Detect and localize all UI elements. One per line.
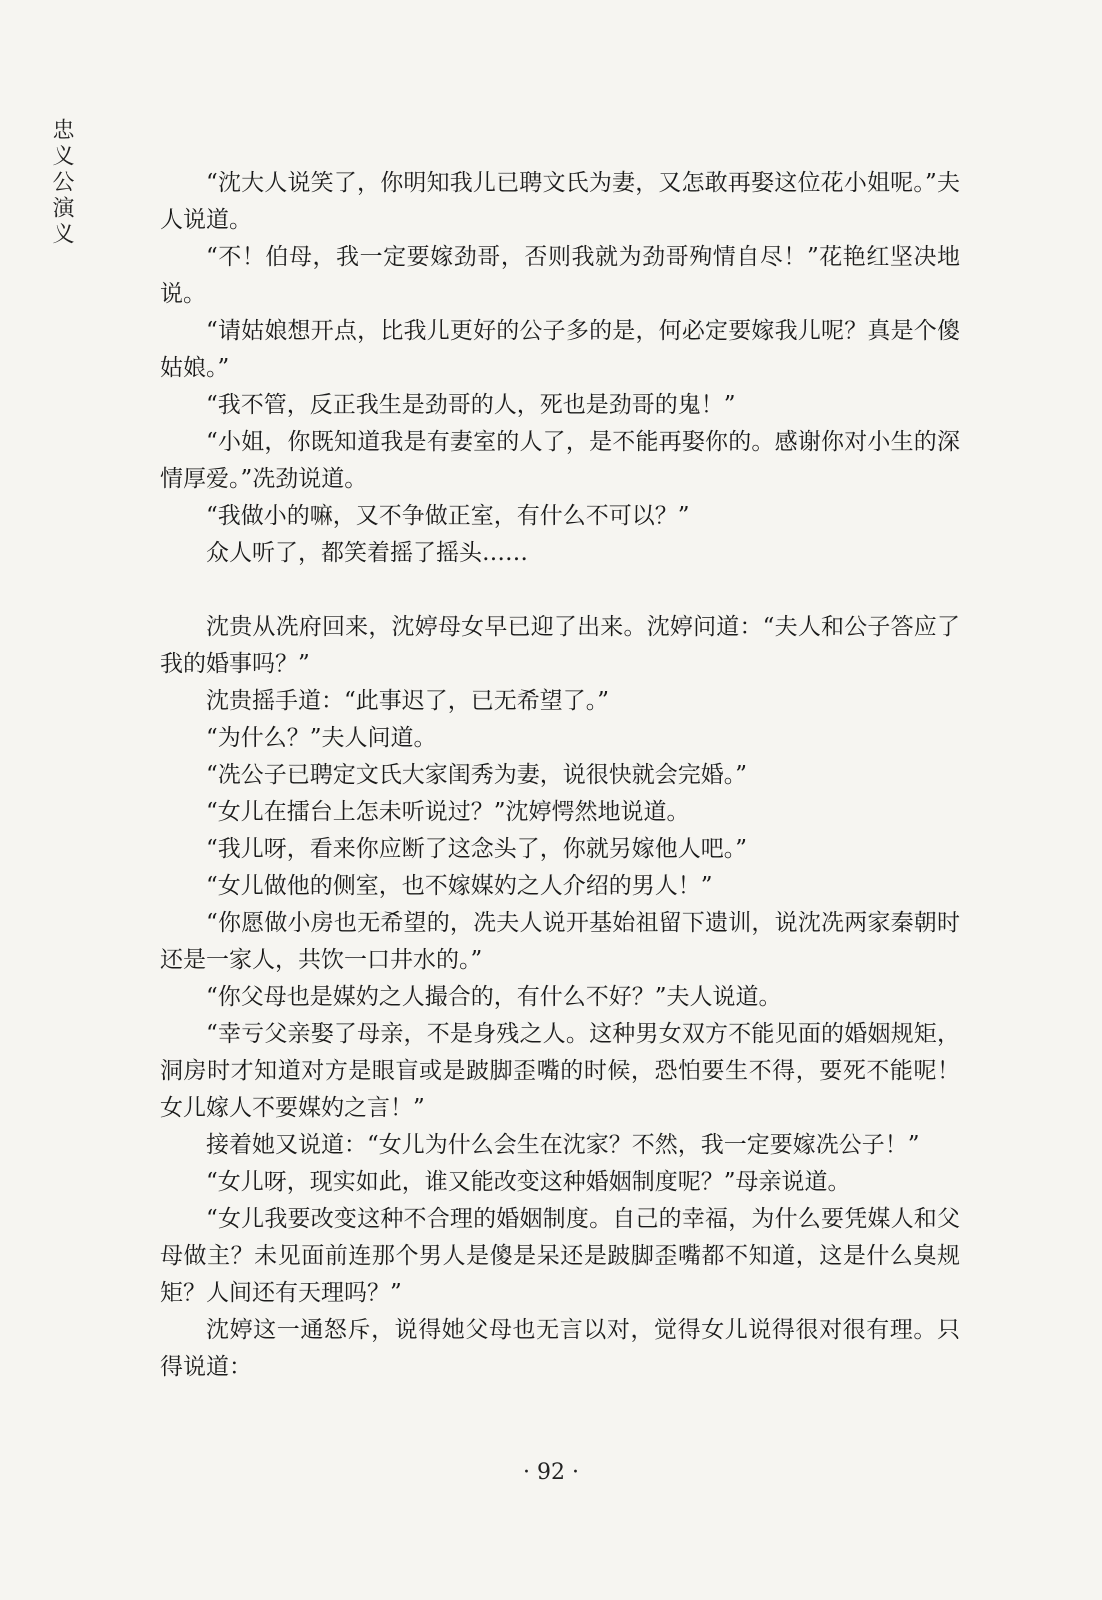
paragraph: 接着她又说道：“女儿为什么会生在沈家？不然，我一定要嫁冼公子！” [206,1132,920,1158]
paragraph: 沈贵摇手道：“此事迟了，已无希望了。” [206,688,610,714]
paragraph: 沈贵从冼府回来，沈婷母女早已迎了出来。沈婷问道：“夫人和公子答应了我的婚事吗？” [160,614,960,677]
page-number: · 92 · [523,1460,579,1485]
body-text [160,165,960,1386]
paragraph: “不！伯母，我一定要嫁劲哥，否则我就为劲哥殉情自尽！”花艳红坚决地说。 [160,244,960,307]
paragraph: “冼公子已聘定文氏大家闺秀为妻，说很快就会完婚。” [206,762,748,788]
paragraph: “女儿呀，现实如此，谁又能改变这种婚姻制度呢？”母亲说道。 [206,1169,851,1195]
paragraph: “你父母也是媒妁之人撮合的，有什么不好？”夫人说道。 [206,984,782,1010]
paragraph: “幸亏父亲娶了母亲，不是身残之人。这种男女双方不能见面的婚姻规矩，洞房时才知道对方是眼盲或是跛脚歪嘴的时候，恐怕要生不得，要死不能呢！女儿嫁人不要媒妁之言！” [160,1021,960,1121]
paragraph: “为什么？”夫人问道。 [206,725,437,751]
paragraph: “沈大人说笑了，你明知我儿已聘文氏为妻，又怎敢再娶这位花小姐呢。”夫人说道。 [160,170,960,233]
paragraph: “我不管，反正我生是劲哥的人，死也是劲哥的鬼！” [206,392,736,418]
paragraph: “我儿呀，看来你应断了这念头了，你就另嫁他人吧。” [206,836,748,862]
paragraph: “请姑娘想开点，比我儿更好的公子多的是，何必定要嫁我儿呢？真是个傻姑娘。” [160,318,960,381]
running-head: 忠义公演义 [49,118,74,248]
paragraph: 众人听了，都笑着摇了摇头…… [206,540,528,566]
paragraph: “女儿做他的侧室，也不嫁媒妁之人介绍的男人！” [206,873,713,899]
paragraph: “女儿我要改变这种不合理的婚姻制度。自己的幸福，为什么要凭媒人和父母做主？未见面前连那个男人是傻是呆还是跛脚歪嘴都不知道，这是什么臭规矩？人间还有天理吗？” [160,1206,960,1306]
paragraph: 沈婷这一通怒斥，说得她父母也无言以对，觉得女儿说得很对很有理。只得说道： [160,1317,960,1380]
section-break [160,572,960,609]
paragraph: “女儿在擂台上怎未听说过？”沈婷愕然地说道。 [206,799,690,825]
paragraph: “我做小的嘛，又不争做正室，有什么不可以？” [206,503,690,529]
paragraph: “小姐，你既知道我是有妻室的人了，是不能再娶你的。感谢你对小生的深情厚爱。”冼劲说道。 [160,429,960,492]
paragraph: “你愿做小房也无希望的，冼夫人说开基始祖留下遗训，说沈冼两家秦朝时还是一家人，共饮一口井水的。” [160,910,960,973]
